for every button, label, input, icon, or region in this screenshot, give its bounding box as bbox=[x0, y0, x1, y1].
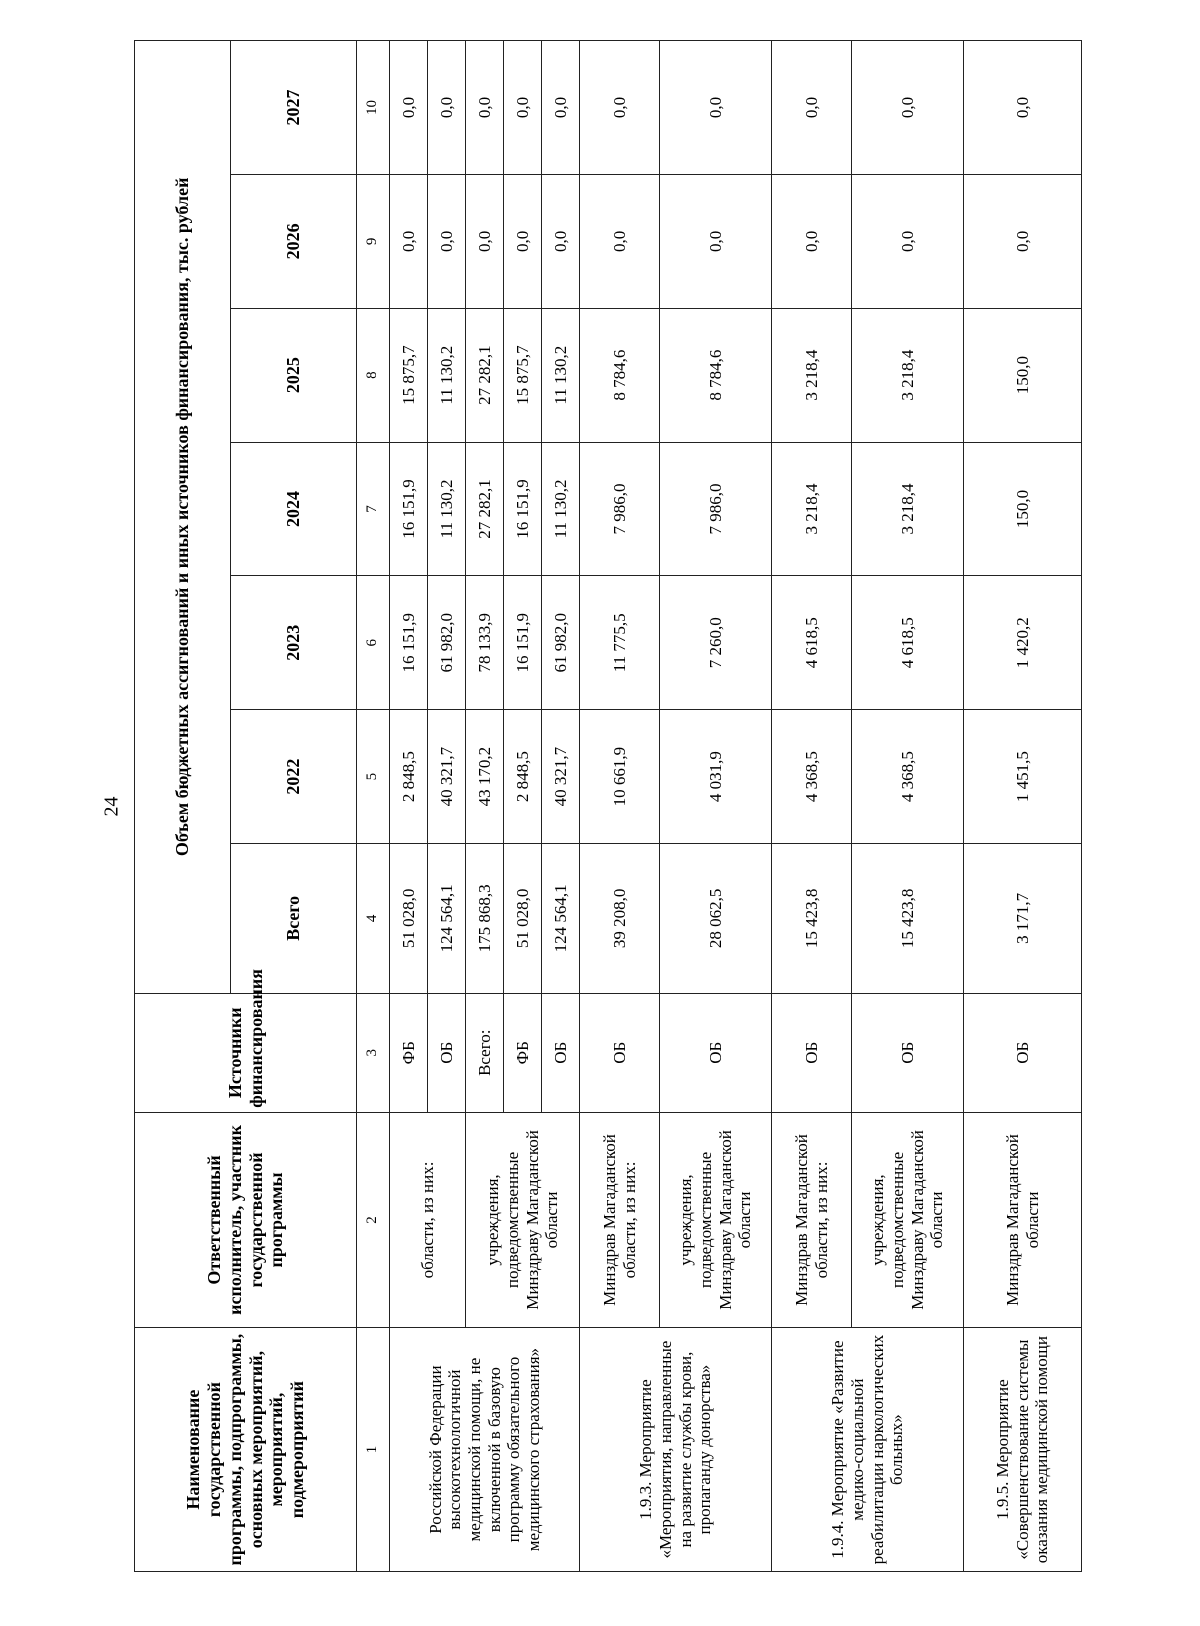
source-cell: ОБ bbox=[772, 993, 852, 1112]
source-cell: ФБ bbox=[504, 993, 542, 1112]
value-cell: 0,0 bbox=[660, 41, 772, 175]
value-cell: 7 986,0 bbox=[660, 442, 772, 576]
header-year: 2026 bbox=[231, 174, 357, 308]
header-executor: Ответственный исполнитель, участник государственной программы bbox=[135, 1112, 357, 1327]
value-cell: 0,0 bbox=[504, 41, 542, 175]
source-cell: ОБ bbox=[660, 993, 772, 1112]
value-cell: 7 986,0 bbox=[580, 442, 660, 576]
executor-cell: Минздрав Магаданской области, из них: bbox=[772, 1112, 852, 1327]
executor-cell: учреждения, подведомственные Минздраву Магаданской области bbox=[466, 1112, 580, 1327]
value-cell: 51 028,0 bbox=[390, 843, 428, 993]
column-numbers-row bbox=[357, 41, 390, 1572]
source-cell: ОБ bbox=[580, 993, 660, 1112]
value-cell: 4 368,5 bbox=[852, 710, 964, 844]
value-cell: 0,0 bbox=[504, 174, 542, 308]
value-cell: 4 368,5 bbox=[772, 710, 852, 844]
column-number: 7 bbox=[357, 442, 390, 576]
value-cell: 0,0 bbox=[580, 174, 660, 308]
rotated-table-wrapper bbox=[134, 40, 1064, 1572]
value-cell: 27 282,1 bbox=[466, 308, 504, 442]
value-cell: 0,0 bbox=[660, 174, 772, 308]
value-cell: 0,0 bbox=[466, 41, 504, 175]
program-name-cell: 1.9.3. Мероприятие «Мероприятия, направленные на развитие службы крови, пропаганду донорства» bbox=[580, 1328, 772, 1572]
executor-cell: учреждения, подведомственные Минздраву Магаданской области bbox=[852, 1112, 964, 1327]
value-cell: 0,0 bbox=[964, 41, 1082, 175]
program-name-cell: 1.9.4. Мероприятие «Развитие медико-социальной реабилитации наркологических больных» bbox=[772, 1328, 964, 1572]
table-row bbox=[772, 41, 852, 1572]
value-cell: 51 028,0 bbox=[504, 843, 542, 993]
value-cell: 0,0 bbox=[772, 174, 852, 308]
value-cell: 150,0 bbox=[964, 308, 1082, 442]
value-cell: 0,0 bbox=[542, 41, 580, 175]
value-cell: 0,0 bbox=[964, 174, 1082, 308]
value-cell: 2 848,5 bbox=[390, 710, 428, 844]
column-number: 10 bbox=[357, 41, 390, 175]
value-cell: 0,0 bbox=[466, 174, 504, 308]
value-cell: 2 848,5 bbox=[504, 710, 542, 844]
value-cell: 16 151,9 bbox=[390, 442, 428, 576]
value-cell: 16 151,9 bbox=[390, 576, 428, 710]
program-name-cell: 1.9.5. Мероприятие «Совершенствование системы оказания медицинской помощи bbox=[964, 1328, 1082, 1572]
table-row bbox=[964, 41, 1082, 1572]
value-cell: 15 423,8 bbox=[852, 843, 964, 993]
value-cell: 3 218,4 bbox=[772, 308, 852, 442]
header-year: 2025 bbox=[231, 308, 357, 442]
value-cell: 0,0 bbox=[390, 41, 428, 175]
value-cell: 40 321,7 bbox=[428, 710, 466, 844]
executor-cell: Минздрав Магаданской области, из них: bbox=[580, 1112, 660, 1327]
value-cell: 0,0 bbox=[852, 41, 964, 175]
value-cell: 0,0 bbox=[428, 174, 466, 308]
value-cell: 3 218,4 bbox=[852, 308, 964, 442]
value-cell: 39 208,0 bbox=[580, 843, 660, 993]
value-cell: 61 982,0 bbox=[428, 576, 466, 710]
value-cell: 0,0 bbox=[390, 174, 428, 308]
value-cell: 15 875,7 bbox=[390, 308, 428, 442]
source-cell: Всего: bbox=[466, 993, 504, 1112]
value-cell: 11 130,2 bbox=[542, 442, 580, 576]
source-cell: ФБ bbox=[390, 993, 428, 1112]
column-number: 4 bbox=[357, 843, 390, 993]
column-number: 6 bbox=[357, 576, 390, 710]
header-total: Всего bbox=[231, 843, 357, 993]
column-number: 1 bbox=[357, 1328, 390, 1572]
header-year: 2023 bbox=[231, 576, 357, 710]
value-cell: 28 062,5 bbox=[660, 843, 772, 993]
value-cell: 8 784,6 bbox=[580, 308, 660, 442]
value-cell: 11 130,2 bbox=[428, 308, 466, 442]
executor-cell: Минздрав Магаданской области bbox=[964, 1112, 1082, 1327]
header-year: 2022 bbox=[231, 710, 357, 844]
value-cell: 150,0 bbox=[964, 442, 1082, 576]
value-cell: 4 031,9 bbox=[660, 710, 772, 844]
value-cell: 175 868,3 bbox=[466, 843, 504, 993]
executor-cell: учреждения, подведомственные Минздраву Магаданской области bbox=[660, 1112, 772, 1327]
value-cell: 10 661,9 bbox=[580, 710, 660, 844]
column-number: 9 bbox=[357, 174, 390, 308]
value-cell: 43 170,2 bbox=[466, 710, 504, 844]
value-cell: 16 151,9 bbox=[504, 442, 542, 576]
source-cell: ОБ bbox=[852, 993, 964, 1112]
financing-table bbox=[134, 40, 1082, 1572]
value-cell: 8 784,6 bbox=[660, 308, 772, 442]
source-cell: ОБ bbox=[542, 993, 580, 1112]
page-number: 24 bbox=[100, 796, 123, 817]
value-cell: 124 564,1 bbox=[428, 843, 466, 993]
value-cell: 11 130,2 bbox=[428, 442, 466, 576]
value-cell: 78 133,9 bbox=[466, 576, 504, 710]
value-cell: 3 218,4 bbox=[852, 442, 964, 576]
value-cell: 11 775,5 bbox=[580, 576, 660, 710]
value-cell: 4 618,5 bbox=[772, 576, 852, 710]
value-cell: 0,0 bbox=[428, 41, 466, 175]
executor-cell: области, из них: bbox=[390, 1112, 466, 1327]
value-cell: 3 171,7 bbox=[964, 843, 1082, 993]
column-number: 5 bbox=[357, 710, 390, 844]
header-year: 2024 bbox=[231, 442, 357, 576]
column-number: 3 bbox=[357, 993, 390, 1112]
table-row bbox=[390, 41, 428, 1572]
header-source: Источники финансирования bbox=[135, 993, 357, 1112]
value-cell: 124 564,1 bbox=[542, 843, 580, 993]
value-cell: 11 130,2 bbox=[542, 308, 580, 442]
value-cell: 0,0 bbox=[772, 41, 852, 175]
source-cell: ОБ bbox=[964, 993, 1082, 1112]
value-cell: 7 260,0 bbox=[660, 576, 772, 710]
value-cell: 1 451,5 bbox=[964, 710, 1082, 844]
value-cell: 4 618,5 bbox=[852, 576, 964, 710]
value-cell: 0,0 bbox=[580, 41, 660, 175]
value-cell: 27 282,1 bbox=[466, 442, 504, 576]
column-number: 2 bbox=[357, 1112, 390, 1327]
value-cell: 15 423,8 bbox=[772, 843, 852, 993]
value-cell: 16 151,9 bbox=[504, 576, 542, 710]
value-cell: 0,0 bbox=[542, 174, 580, 308]
header-program-name: Наименование государственной программы, подпрограммы, основных мероприятий, мероприятий, подмероприятий bbox=[135, 1328, 357, 1572]
source-cell: ОБ bbox=[428, 993, 466, 1112]
value-cell: 3 218,4 bbox=[772, 442, 852, 576]
value-cell: 15 875,7 bbox=[504, 308, 542, 442]
header-financing-group: Объем бюджетных ассигнований и иных источников финансирования, тыс. рублей bbox=[135, 41, 231, 994]
value-cell: 1 420,2 bbox=[964, 576, 1082, 710]
program-name-cell: Российской Федерации высокотехнологичной медицинской помощи, не включенной в базовую программу обязательного медицинского страхования» bbox=[390, 1328, 580, 1572]
value-cell: 61 982,0 bbox=[542, 576, 580, 710]
table-row bbox=[580, 41, 660, 1572]
value-cell: 0,0 bbox=[852, 174, 964, 308]
value-cell: 40 321,7 bbox=[542, 710, 580, 844]
column-number: 8 bbox=[357, 308, 390, 442]
header-year: 2027 bbox=[231, 41, 357, 175]
